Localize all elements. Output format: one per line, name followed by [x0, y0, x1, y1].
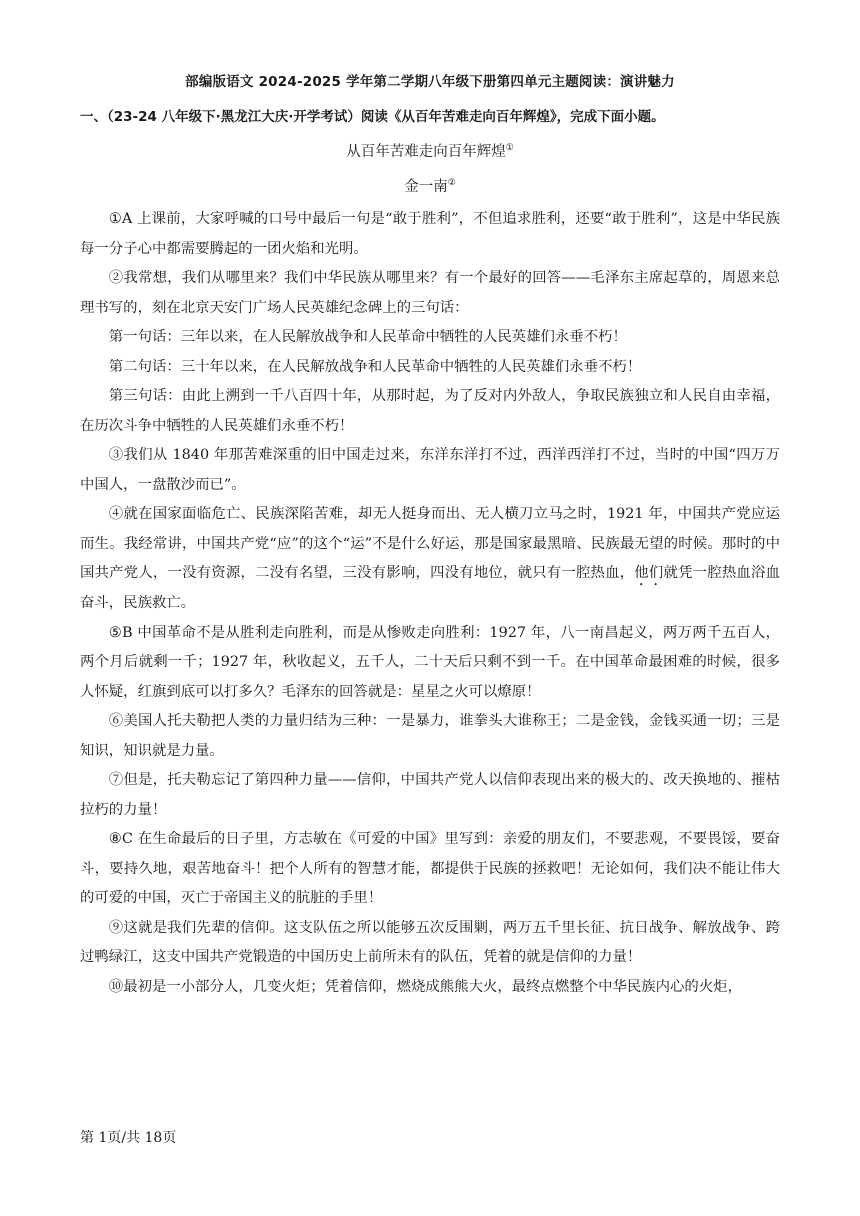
- paragraph-7: ⑦但是，托夫勒忘记了第四种力量——信仰，中国共产党人以信仰表现出来的极大的、改天换地的、摧枯拉朽的力量！: [80, 772, 780, 818]
- article-body: [80, 205, 780, 1002]
- emphasized-word: 他们: [634, 565, 664, 581]
- article-author: [0, 175, 860, 196]
- paragraph-2: ②我常想，我们从哪里来？我们中华民族从哪里来？有一个最好的回答——毛泽东主席起草的，周恩来总理书写的，刻在北京天安门广场人民英雄纪念碑上的三句话：: [80, 270, 780, 316]
- article-title-text: 从百年苦难走向百年辉煌: [346, 144, 506, 160]
- paragraph-4-text-end: 就凭一腔热血浴血奋斗，民族救亡。: [80, 565, 780, 611]
- paragraph-8: ⑧C 在生命最后的日子里，方志敏在《可爱的中国》里写到：亲爱的朋友们，不要悲观，不要畏馁，要奋斗，要持久地，艰苦地奋斗！把个人所有的智慧才能，都提供于民族的拯救吧！无论如何，我们决不能让伟大的可爱的中国，灭亡于帝国主义的肮脏的手里！: [80, 831, 780, 906]
- paragraph-4: [80, 500, 780, 619]
- page-number: 第 1页/共 18页: [80, 1130, 177, 1146]
- inscription-line-3: 第三句话：由此上溯到一千八百四十年，从那时起，为了反对内外敌人，争取民族独立和人民自由幸福，在历次斗争中牺牲的人民英雄们永垂不朽！: [80, 388, 780, 434]
- author-name: 金一南: [404, 179, 448, 195]
- article-title: [0, 140, 860, 161]
- inscription-line-2: 第二句话：三十年以来，在人民解放战争和人民革命中牺牲的人民英雄们永垂不朽！: [108, 358, 642, 375]
- inscription-line-1: 第一句话：三年以来，在人民解放战争和人民革命中牺牲的人民英雄们永垂不朽！: [108, 329, 627, 345]
- question-heading: 一、（23-24 八年级下·黑龙江大庆·开学考试）阅读《从百年苦难走向百年辉煌》，完成下面小题。: [80, 109, 665, 125]
- article-title-footnote-marker: ①: [505, 143, 514, 153]
- paragraph-1: ①A 上课前，大家呼喊的口号中最后一句是“敢于胜利”，不但追求胜利，还要“敢于胜利”，这是中华民族每一分子心中都需要腾起的一团火焰和光明。: [80, 211, 780, 257]
- paragraph-9: ⑨这就是我们先辈的信仰。这支队伍之所以能够五次反围剿，两万五千里长征、抗日战争、解放战争、跨过鸭绿江，这支中国共产党锻造的中国历史上前所未有的队伍，凭着的就是信仰的力量！: [80, 919, 780, 965]
- document-title: 部编版语文 2024-2025 学年第二学期八年级下册第四单元主题阅读：演讲魅力: [185, 74, 675, 90]
- paragraph-3: ③我们从 1840 年那苦难深重的旧中国走过来，东洋东洋打不过，西洋西洋打不过，当时的中国“四万万中国人，一盘散沙而已”。: [80, 447, 780, 493]
- author-footnote-marker: ②: [447, 178, 456, 188]
- paragraph-5: ⑤B 中国革命不是从胜利走向胜利，而是从惨败走向胜利：1927 年，八一南昌起义，两万两千五百人，两个月后就剩一千；1927 年，秋收起义，五千人，二十天后只剩不到一千。在中国革命最困难的时候，很多人怀疑，红旗到底可以打多久？毛泽东的回答就是：星星之火可以燎原！: [80, 624, 780, 700]
- paragraph-4-text: ④就在国家面临危亡、民族深陷苦难，却无人挺身而出、无人横刀立马之时，1921 年，中国共产党应运而生。我经常讲，中国共产党“应”的这个“运”不是什么好运，那是国家最黑暗、民族最无望的时候。那时的中国共产党人，一没有资源，二没有名望，三没有影响，四没有地位，就只有一腔热血，: [80, 506, 780, 581]
- paragraph-10: ⑩最初是一小部分人，几变火炬；凭着信仰，燃烧成熊熊大火，最终点燃整个中华民族内心的火炬，: [108, 978, 742, 995]
- paragraph-6: ⑥美国人托夫勒把人类的力量归结为三种：一是暴力，谁拳头大谁称王；二是金钱，金钱买通一切；三是知识，知识就是力量。: [80, 713, 780, 759]
